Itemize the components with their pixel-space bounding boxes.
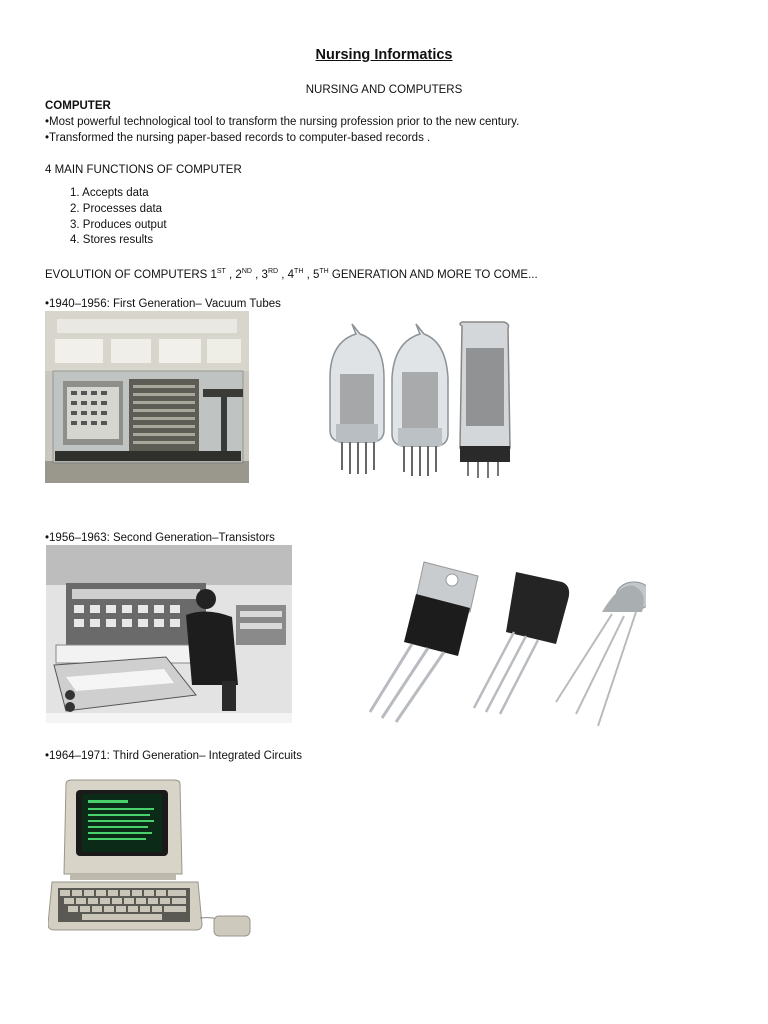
evolution-heading: EVOLUTION OF COMPUTERS 1ST , 2ND , 3RD , 4TH , 5TH GENERATION AND MORE TO COME... [45,268,538,281]
list-item: 1. Accepts data [70,187,149,199]
page-title: Nursing Informatics [315,47,453,63]
page-subtitle: NURSING AND COMPUTERS [305,84,463,96]
third-generation-computer-image [48,778,253,938]
bullet-1: •Most powerful technological tool to transform the nursing profession prior to the new century. [45,116,520,128]
second-generation-computer-image [46,545,292,723]
first-generation-computer-image [45,311,249,483]
functions-heading: 4 MAIN FUNCTIONS OF COMPUTER [45,164,242,176]
list-item: 3. Produces output [70,218,167,231]
generation-1-label: •1940–1956: First Generation– Vacuum Tubes [45,298,281,310]
bullet-2: •Transformed the nursing paper-based records to computer-based records . [45,132,431,144]
generation-2-label: •1956–1963: Second Generation–Transistors [45,532,275,544]
computer-heading: COMPUTER [45,100,111,112]
functions-list [70,186,167,249]
generation-3-label: •1964–1971: Third Generation– Integrated Circuits [45,750,302,762]
list-item: 2. Processes data [70,202,163,215]
list-item: 4. Stores results [70,234,154,247]
vacuum-tubes-image [322,318,512,480]
transistors-image [366,552,646,730]
